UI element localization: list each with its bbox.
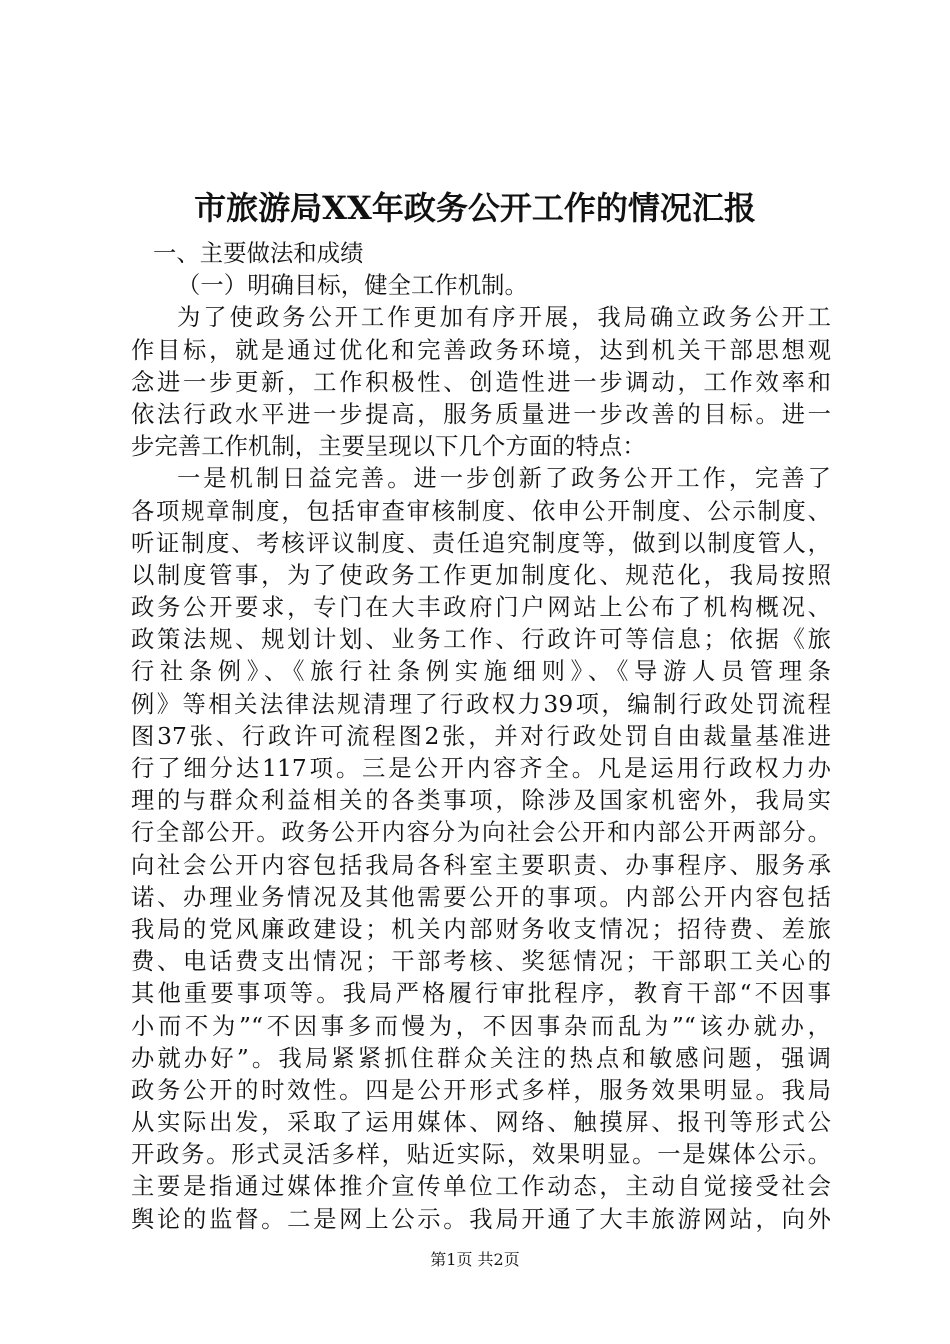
page-footer (0, 1250, 950, 1270)
paragraph-line: 主要是指通过媒体推介宣传单位工作动态，主动自觉接受社会 (131, 1173, 831, 1201)
paragraph-line: 政务公开要求，专门在大丰政府门户网站上公布了机构概况、 (131, 594, 831, 622)
paragraph-line: 行了细分达117项。三是公开内容齐全。凡是运用行政权力办 (131, 755, 831, 782)
paragraph-line: 听证制度、考核评议制度、责任追究制度等，做到以制度管人， (131, 529, 831, 557)
paragraph-line: 行社条例》、《旅行社条例实施细则》、《导游人员管理条 (131, 658, 831, 686)
paragraph-line: 办就办好”。我局紧紧抓住群众关注的热点和敏感问题，强调 (131, 1044, 831, 1072)
page-number: 第1页 共2页 (430, 1250, 520, 1269)
paragraph-line: 开政务。形式灵活多样，贴近实际，效果明显。一是媒体公示。 (131, 1141, 831, 1169)
paragraph-line: 步完善工作机制，主要呈现以下几个方面的特点： (131, 433, 646, 461)
paragraph-line: 行全部公开。政务公开内容分为向社会公开和内部公开两部分。 (131, 819, 831, 847)
paragraph-line: 各项规章制度，包括审查审核制度、依申公开制度、公示制度、 (131, 497, 831, 525)
document-title: 市旅游局XX年政务公开工作的情况汇报 (194, 189, 756, 227)
paragraph-line: 向社会公开内容包括我局各科室主要职责、办事程序、服务承 (131, 851, 831, 879)
paragraph-line: 政务公开的时效性。四是公开形式多样，服务效果明显。我局 (131, 1076, 831, 1104)
paragraph-line: 政策法规、规划计划、业务工作、行政许可等信息；依据《旅 (131, 626, 831, 654)
paragraph-line: 我局的党风廉政建设；机关内部财务收支情况；招待费、差旅 (131, 915, 831, 943)
section-heading: 一、主要做法和成绩 (153, 240, 364, 267)
paragraph-line: 从实际出发，采取了运用媒体、网络、触摸屏、报刊等形式公 (131, 1109, 831, 1137)
paragraph-line: 一是机制日益完善。进一步创新了政务公开工作，完善了 (177, 465, 831, 493)
paragraph-line: 小而不为”“不因事多而慢为，不因事杂而乱为”“该办就办， (131, 1012, 831, 1040)
document-body (131, 238, 831, 1236)
paragraph-line: 理的与群众利益相关的各类事项，除涉及国家机密外，我局实 (131, 787, 831, 815)
paragraph-line: 费、电话费支出情况；干部考核、奖惩情况；干部职工关心的 (131, 948, 831, 976)
paragraph-line: 为了使政务公开工作更加有序开展，我局确立政务公开工 (177, 304, 831, 332)
paragraph-line: 诺、办理业务情况及其他需要公开的事项。内部公开内容包括 (131, 883, 831, 911)
paragraph-line: 例》等相关法律法规清理了行政权力39项，编制行政处罚流程 (131, 690, 831, 718)
paragraph-line: 舆论的监督。二是网上公示。我局开通了大丰旅游网站，向外 (131, 1205, 831, 1233)
paragraph-line: 图37张、行政许可流程图2张，并对行政处罚自由裁量基准进 (131, 722, 831, 750)
paragraph-line: 其他重要事项等。我局严格履行审批程序，教育干部“不因事 (131, 980, 831, 1008)
paragraph-line: 作目标，就是通过优化和完善政务环境，达到机关干部思想观 (131, 336, 831, 364)
paragraph-line: 依法行政水平进一步提高，服务质量进一步改善的目标。进一 (131, 400, 831, 428)
subsection-heading: （一）明确目标，健全工作机制。 (177, 272, 528, 300)
paragraph-line: 以制度管事，为了使政务工作更加制度化、规范化，我局按照 (131, 561, 831, 589)
paragraph-line: 念进一步更新，工作积极性、创造性进一步调动，工作效率和 (131, 368, 831, 396)
